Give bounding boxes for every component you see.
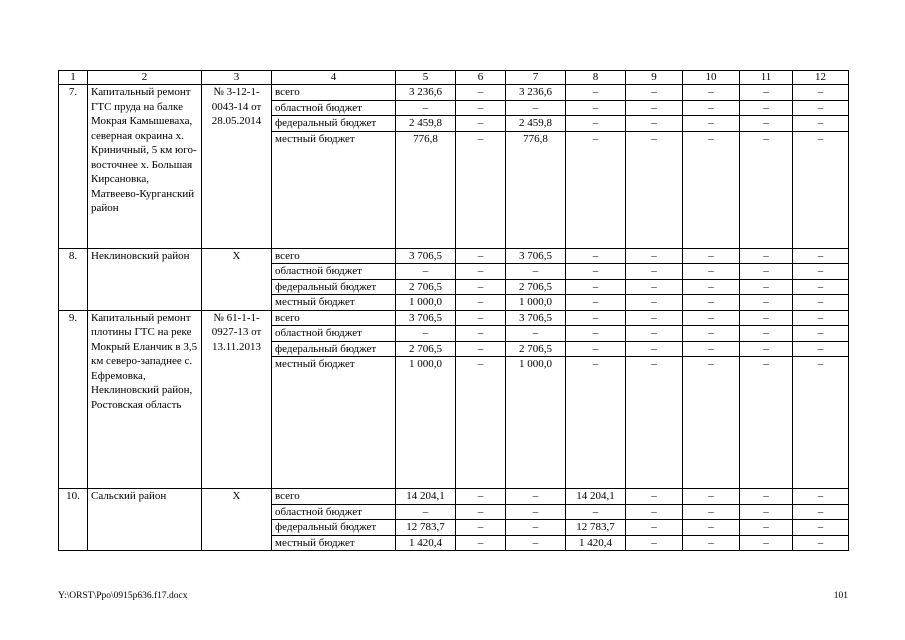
amount-cell: – <box>683 520 740 536</box>
funding-source: федеральный бюджет <box>272 520 396 536</box>
amount-cell: – <box>506 264 566 280</box>
amount-cell: – <box>456 489 506 505</box>
amount-cell: – <box>740 326 793 342</box>
amount-cell: – <box>626 310 683 326</box>
amount-cell: – <box>566 85 626 101</box>
amount-cell: – <box>456 248 506 264</box>
amount-cell: – <box>456 295 506 311</box>
funding-source: федеральный бюджет <box>272 116 396 132</box>
amount-cell: – <box>740 310 793 326</box>
amount-cell: – <box>740 131 793 248</box>
file-path: Y:\ORST\Ppo\0915p636.f17.docx <box>58 591 188 601</box>
amount-cell: – <box>793 100 849 116</box>
amount-cell: – <box>626 504 683 520</box>
amount-cell: – <box>683 248 740 264</box>
column-number: 5 <box>396 71 456 85</box>
amount-cell: – <box>626 295 683 311</box>
amount-cell: – <box>740 489 793 505</box>
funding-source: всего <box>272 248 396 264</box>
amount-cell: 1 000,0 <box>396 357 456 489</box>
amount-cell: – <box>683 295 740 311</box>
amount-cell: – <box>740 248 793 264</box>
amount-cell: – <box>626 357 683 489</box>
amount-cell: – <box>626 264 683 280</box>
row-number: 7. <box>59 85 88 249</box>
amount-cell: – <box>626 85 683 101</box>
document-ref: Х <box>202 248 272 310</box>
amount-cell: – <box>566 264 626 280</box>
funding-source: всего <box>272 85 396 101</box>
column-number: 10 <box>683 71 740 85</box>
amount-cell: 3 236,6 <box>506 85 566 101</box>
amount-cell: – <box>506 489 566 505</box>
table-row <box>59 489 849 505</box>
amount-cell: – <box>566 279 626 295</box>
amount-cell: – <box>793 116 849 132</box>
amount-cell: – <box>626 535 683 551</box>
row-number: 8. <box>59 248 88 310</box>
amount-cell: – <box>566 504 626 520</box>
amount-cell: – <box>566 100 626 116</box>
row-number: 10. <box>59 489 88 551</box>
amount-cell: – <box>683 264 740 280</box>
amount-cell: 2 706,5 <box>506 279 566 295</box>
funding-source: федеральный бюджет <box>272 279 396 295</box>
amount-cell: 776,8 <box>396 131 456 248</box>
amount-cell: – <box>506 535 566 551</box>
amount-cell: – <box>456 535 506 551</box>
amount-cell: – <box>396 326 456 342</box>
amount-cell: – <box>683 489 740 505</box>
column-number: 3 <box>202 71 272 85</box>
amount-cell: – <box>506 100 566 116</box>
funding-source: всего <box>272 489 396 505</box>
amount-cell: – <box>456 100 506 116</box>
table-row <box>59 310 849 326</box>
amount-cell: – <box>626 116 683 132</box>
funding-source: всего <box>272 310 396 326</box>
amount-cell: – <box>740 357 793 489</box>
amount-cell: – <box>566 131 626 248</box>
funding-source: местный бюджет <box>272 535 396 551</box>
funding-source: областной бюджет <box>272 100 396 116</box>
amount-cell: 3 706,5 <box>506 248 566 264</box>
row-number: 9. <box>59 310 88 489</box>
amount-cell: 12 783,7 <box>396 520 456 536</box>
funding-source: областной бюджет <box>272 504 396 520</box>
amount-cell: – <box>740 279 793 295</box>
amount-cell: – <box>626 100 683 116</box>
amount-cell: – <box>793 535 849 551</box>
amount-cell: – <box>626 326 683 342</box>
amount-cell: 1 420,4 <box>566 535 626 551</box>
amount-cell: – <box>626 341 683 357</box>
object-name: Капитальный ремонт ГТС пруда на балке Мокрая Камышеваха, северная окраина х. Криничный, 5 км юго-восточнее х. Большая Кирсановка, Матвеево-Курганский район <box>88 85 202 249</box>
amount-cell: – <box>683 100 740 116</box>
amount-cell: – <box>566 357 626 489</box>
amount-cell: – <box>626 489 683 505</box>
amount-cell: – <box>456 85 506 101</box>
budget-table <box>58 70 849 551</box>
amount-cell: – <box>506 520 566 536</box>
amount-cell: – <box>626 131 683 248</box>
amount-cell: – <box>456 357 506 489</box>
amount-cell: 2 706,5 <box>506 341 566 357</box>
amount-cell: – <box>793 264 849 280</box>
amount-cell: – <box>793 85 849 101</box>
amount-cell: – <box>456 131 506 248</box>
amount-cell: – <box>793 295 849 311</box>
amount-cell: – <box>740 264 793 280</box>
amount-cell: 1 000,0 <box>506 295 566 311</box>
funding-source: местный бюджет <box>272 131 396 248</box>
amount-cell: 2 459,8 <box>506 116 566 132</box>
amount-cell: – <box>566 326 626 342</box>
amount-cell: – <box>740 116 793 132</box>
amount-cell: – <box>683 85 740 101</box>
column-number: 11 <box>740 71 793 85</box>
amount-cell: 1 420,4 <box>396 535 456 551</box>
amount-cell: 3 236,6 <box>396 85 456 101</box>
amount-cell: – <box>740 341 793 357</box>
amount-cell: – <box>793 341 849 357</box>
amount-cell: – <box>793 504 849 520</box>
amount-cell: – <box>683 504 740 520</box>
amount-cell: 3 706,5 <box>396 248 456 264</box>
amount-cell: – <box>626 520 683 536</box>
amount-cell: – <box>740 504 793 520</box>
amount-cell: – <box>506 326 566 342</box>
object-name: Сальский район <box>88 489 202 551</box>
amount-cell: – <box>566 116 626 132</box>
amount-cell: – <box>396 264 456 280</box>
amount-cell: – <box>683 357 740 489</box>
column-number: 1 <box>59 71 88 85</box>
amount-cell: 3 706,5 <box>506 310 566 326</box>
amount-cell: – <box>683 535 740 551</box>
amount-cell: – <box>456 326 506 342</box>
amount-cell: 2 706,5 <box>396 341 456 357</box>
amount-cell: – <box>793 520 849 536</box>
amount-cell: – <box>396 504 456 520</box>
column-number: 8 <box>566 71 626 85</box>
amount-cell: – <box>396 100 456 116</box>
amount-cell: – <box>456 341 506 357</box>
amount-cell: 2 459,8 <box>396 116 456 132</box>
amount-cell: – <box>456 116 506 132</box>
amount-cell: – <box>683 326 740 342</box>
amount-cell: – <box>793 489 849 505</box>
amount-cell: – <box>683 279 740 295</box>
amount-cell: – <box>793 357 849 489</box>
amount-cell: 1 000,0 <box>506 357 566 489</box>
table-row <box>59 248 849 264</box>
amount-cell: 776,8 <box>506 131 566 248</box>
amount-cell: – <box>793 326 849 342</box>
column-number: 7 <box>506 71 566 85</box>
amount-cell: 14 204,1 <box>566 489 626 505</box>
amount-cell: – <box>456 310 506 326</box>
amount-cell: – <box>740 85 793 101</box>
amount-cell: – <box>793 248 849 264</box>
amount-cell: – <box>506 504 566 520</box>
funding-source: местный бюджет <box>272 357 396 489</box>
table-row <box>59 85 849 101</box>
amount-cell: – <box>683 310 740 326</box>
amount-cell: 1 000,0 <box>396 295 456 311</box>
amount-cell: – <box>793 279 849 295</box>
column-number: 6 <box>456 71 506 85</box>
amount-cell: – <box>626 279 683 295</box>
funding-source: местный бюджет <box>272 295 396 311</box>
amount-cell: – <box>456 279 506 295</box>
document-ref: № 3-12-1-0043-14 от 28.05.2014 <box>202 85 272 249</box>
amount-cell: 2 706,5 <box>396 279 456 295</box>
amount-cell: – <box>740 295 793 311</box>
column-number: 4 <box>272 71 396 85</box>
amount-cell: – <box>456 264 506 280</box>
amount-cell: 3 706,5 <box>396 310 456 326</box>
amount-cell: – <box>683 341 740 357</box>
amount-cell: 14 204,1 <box>396 489 456 505</box>
amount-cell: – <box>566 248 626 264</box>
amount-cell: – <box>740 535 793 551</box>
amount-cell: – <box>566 310 626 326</box>
amount-cell: 12 783,7 <box>566 520 626 536</box>
column-number: 12 <box>793 71 849 85</box>
amount-cell: – <box>566 341 626 357</box>
amount-cell: – <box>793 310 849 326</box>
column-number: 2 <box>88 71 202 85</box>
object-name: Капитальный ремонт плотины ГТС на реке Мокрый Еланчик в 3,5 км северо-западнее с. Ефремовка, Неклиновский район, Ростовская область <box>88 310 202 489</box>
funding-source: областной бюджет <box>272 264 396 280</box>
amount-cell: – <box>740 100 793 116</box>
document-ref: Х <box>202 489 272 551</box>
amount-cell: – <box>456 520 506 536</box>
object-name: Неклиновский район <box>88 248 202 310</box>
amount-cell: – <box>683 131 740 248</box>
amount-cell: – <box>626 248 683 264</box>
amount-cell: – <box>456 504 506 520</box>
funding-source: федеральный бюджет <box>272 341 396 357</box>
amount-cell: – <box>793 131 849 248</box>
amount-cell: – <box>740 520 793 536</box>
page-number: 101 <box>833 591 848 601</box>
amount-cell: – <box>683 116 740 132</box>
column-number: 9 <box>626 71 683 85</box>
funding-source: областной бюджет <box>272 326 396 342</box>
amount-cell: – <box>566 295 626 311</box>
document-ref: № 61-1-1-0927-13 от 13.11.2013 <box>202 310 272 489</box>
header-row <box>59 71 849 85</box>
